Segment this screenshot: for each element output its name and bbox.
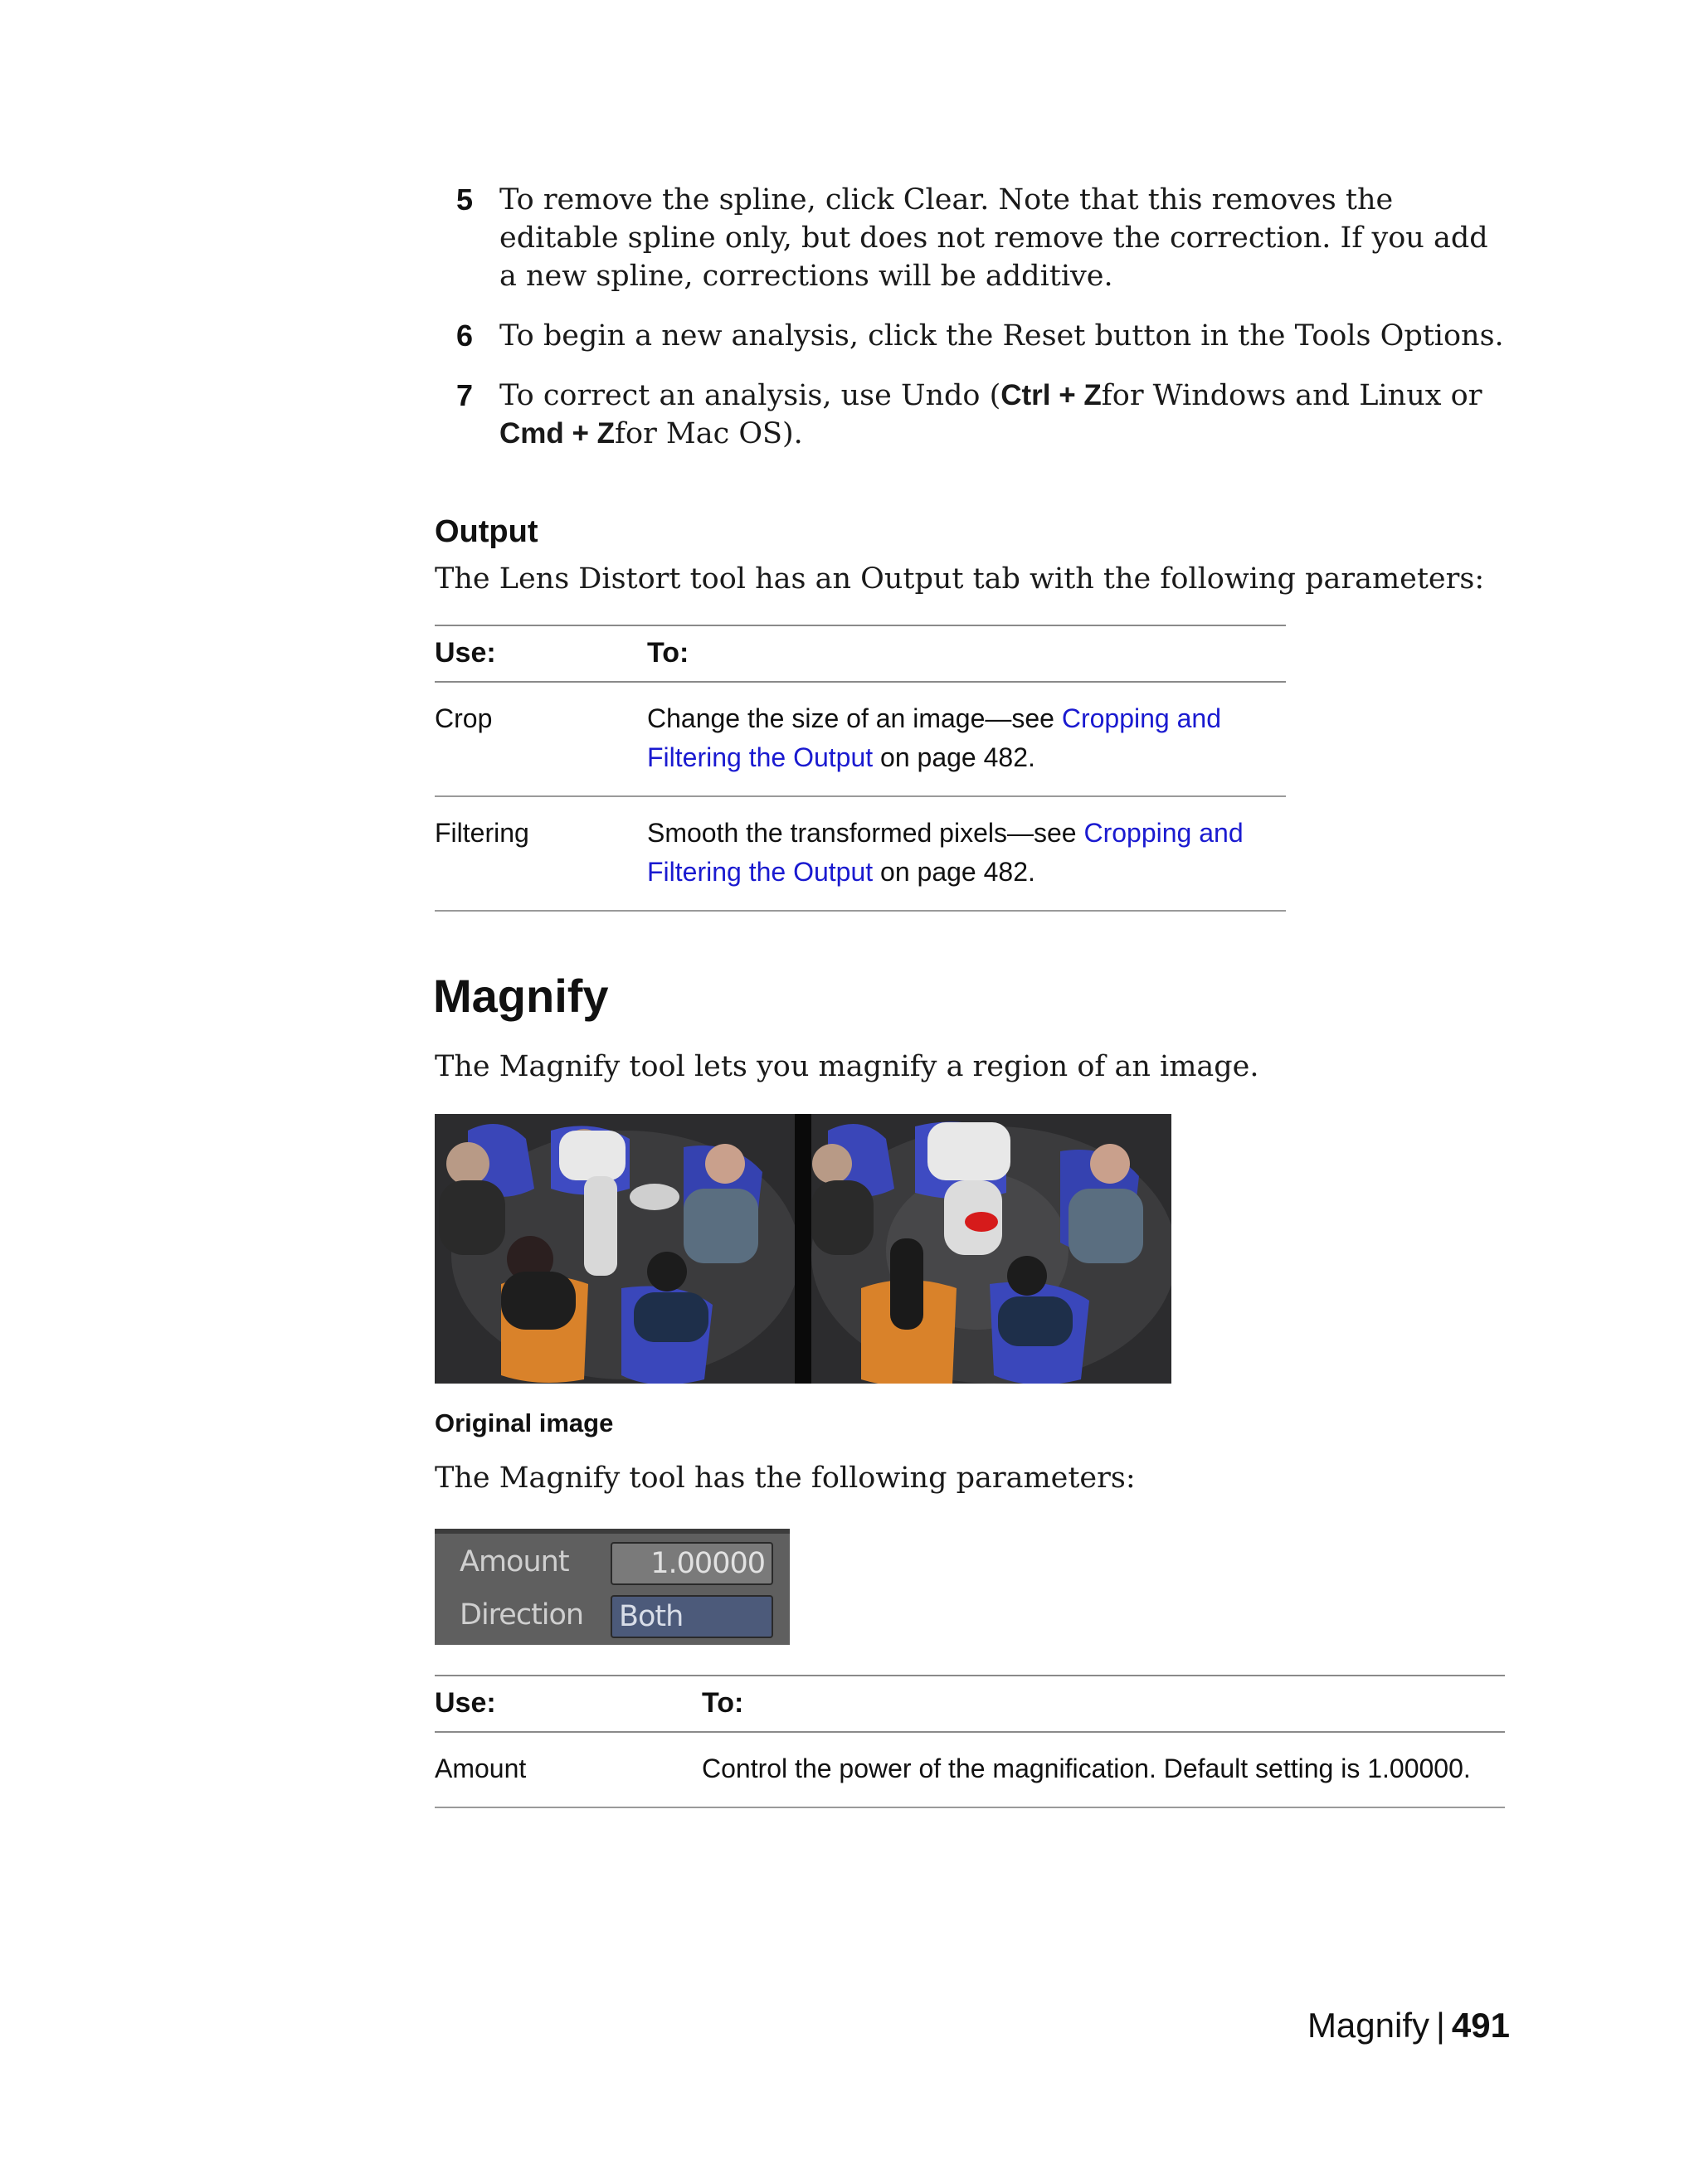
param-description [647,682,1286,796]
output-intro: The Lens Distort tool has an Output tab with the following parameters: [435,562,1485,596]
magnified-image-panel [811,1114,1171,1384]
step-text: To remove the spline, click Clear. Note that this removes the editable spline only, but does not remove the correction. If you add a new spline, corrections will be additive. [499,183,1488,293]
param-name: Filtering [435,796,647,911]
table-row [435,682,1286,796]
step-text [499,377,1510,453]
magnify-params-intro: The Magnify tool has the following parameters: [435,1462,1136,1495]
amount-field[interactable]: 1.00000 [611,1542,773,1585]
original-photo [435,1114,795,1384]
footer-section: Magnify [1307,2006,1429,2045]
cross-reference-link[interactable]: Cropping and Filtering the Output [647,818,1244,887]
param-description: Control the power of the magnification. Default setting is 1.00000. [702,1732,1505,1807]
param-name: Amount [435,1732,702,1807]
table-header-row [435,1676,1505,1732]
shortcut-mac: Cmd + Z [499,417,616,450]
cross-reference-link[interactable]: Cropping and Filtering the Output [647,703,1221,772]
page-number: 491 [1451,2006,1510,2045]
magnified-photo [811,1114,1171,1384]
desc-text: on page 482. [873,742,1035,772]
numbered-steps [431,181,1510,474]
desc-text: on page 482. [873,857,1035,887]
magnify-comparison-image [435,1114,1171,1384]
col-use-header: Use: [435,625,647,682]
table-row [435,1732,1505,1807]
magnify-params-table [435,1675,1505,1808]
step-5 [431,181,1510,295]
step-text: To begin a new analysis, click the Reset button in the Tools Options. [499,319,1504,353]
desc-text: Smooth the transformed pixels—see [647,818,1084,848]
page-footer [1307,2006,1510,2045]
step-6 [431,317,1510,355]
step-number: 7 [456,378,474,412]
col-to-header: To: [702,1676,1505,1732]
amount-label: Amount [460,1545,569,1578]
direction-label: Direction [460,1598,584,1632]
figure-caption: Original image [435,1408,614,1437]
output-heading: Output [435,514,538,549]
footer-separator: | [1436,2006,1445,2045]
param-description [647,796,1286,911]
param-name: Crop [435,682,647,796]
output-params-table [435,625,1286,912]
step-text-pre: To correct an analysis, use Undo ( [499,379,1001,412]
table-header-row [435,625,1286,682]
step-text-mid: for Windows and Linux or [1101,379,1482,412]
table-row [435,796,1286,911]
magnify-heading: Magnify [433,970,609,1022]
desc-text: Change the size of an image—see [647,703,1062,733]
col-use-header: Use: [435,1676,702,1732]
step-7 [431,377,1510,453]
original-image-panel [435,1114,795,1384]
magnify-parameter-panel [435,1529,790,1645]
step-number: 5 [456,182,474,216]
step-number: 6 [456,319,474,353]
image-divider [795,1114,811,1384]
direction-select[interactable]: Both [611,1595,773,1638]
shortcut-windows: Ctrl + Z [1000,379,1102,411]
amount-row [435,1540,790,1587]
step-text-post: for Mac OS). [615,417,803,450]
magnify-intro: The Magnify tool lets you magnify a region of an image. [435,1050,1259,1083]
direction-row [435,1593,790,1640]
col-to-header: To: [647,625,1286,682]
